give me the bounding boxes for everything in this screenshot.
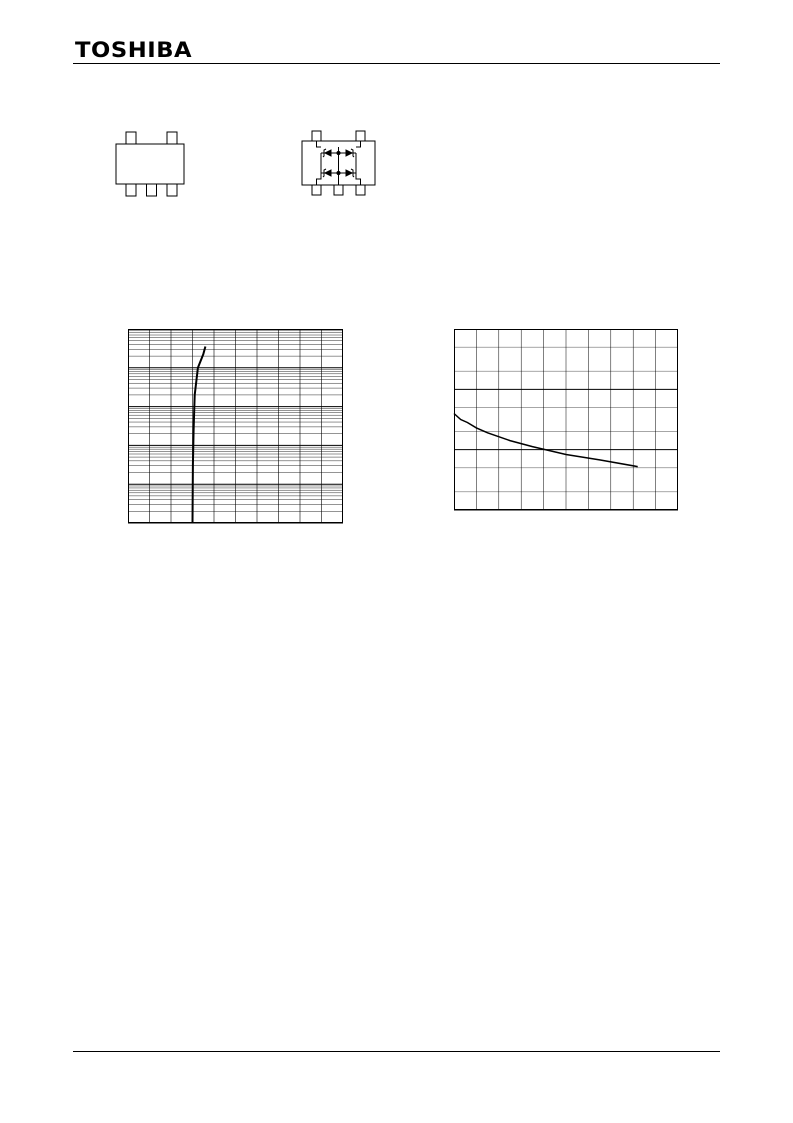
- left-characteristic-chart: [128, 329, 343, 523]
- toshiba-logo: TOSHIBA: [75, 38, 193, 62]
- circuit-pin: [356, 131, 365, 141]
- package-pin: [167, 132, 177, 144]
- right-characteristic-chart: [454, 329, 678, 510]
- package-pin: [126, 132, 136, 144]
- junction-dot: [337, 171, 340, 174]
- package-pin: [126, 184, 136, 196]
- series-line: [193, 347, 206, 524]
- circuit-pin: [312, 131, 321, 141]
- internal-circuit-figure: [300, 130, 378, 198]
- footer-rule: [73, 1051, 720, 1052]
- header-rule: [73, 63, 720, 64]
- package-pin: [167, 184, 177, 196]
- circuit-pin: [312, 185, 321, 195]
- package-body: [116, 144, 184, 184]
- circuit-pin: [334, 185, 343, 195]
- series-line: [454, 414, 638, 467]
- package-outline-figure: [110, 130, 195, 200]
- circuit-pin: [356, 185, 365, 195]
- package-pin: [147, 184, 157, 196]
- junction-dot: [337, 151, 340, 154]
